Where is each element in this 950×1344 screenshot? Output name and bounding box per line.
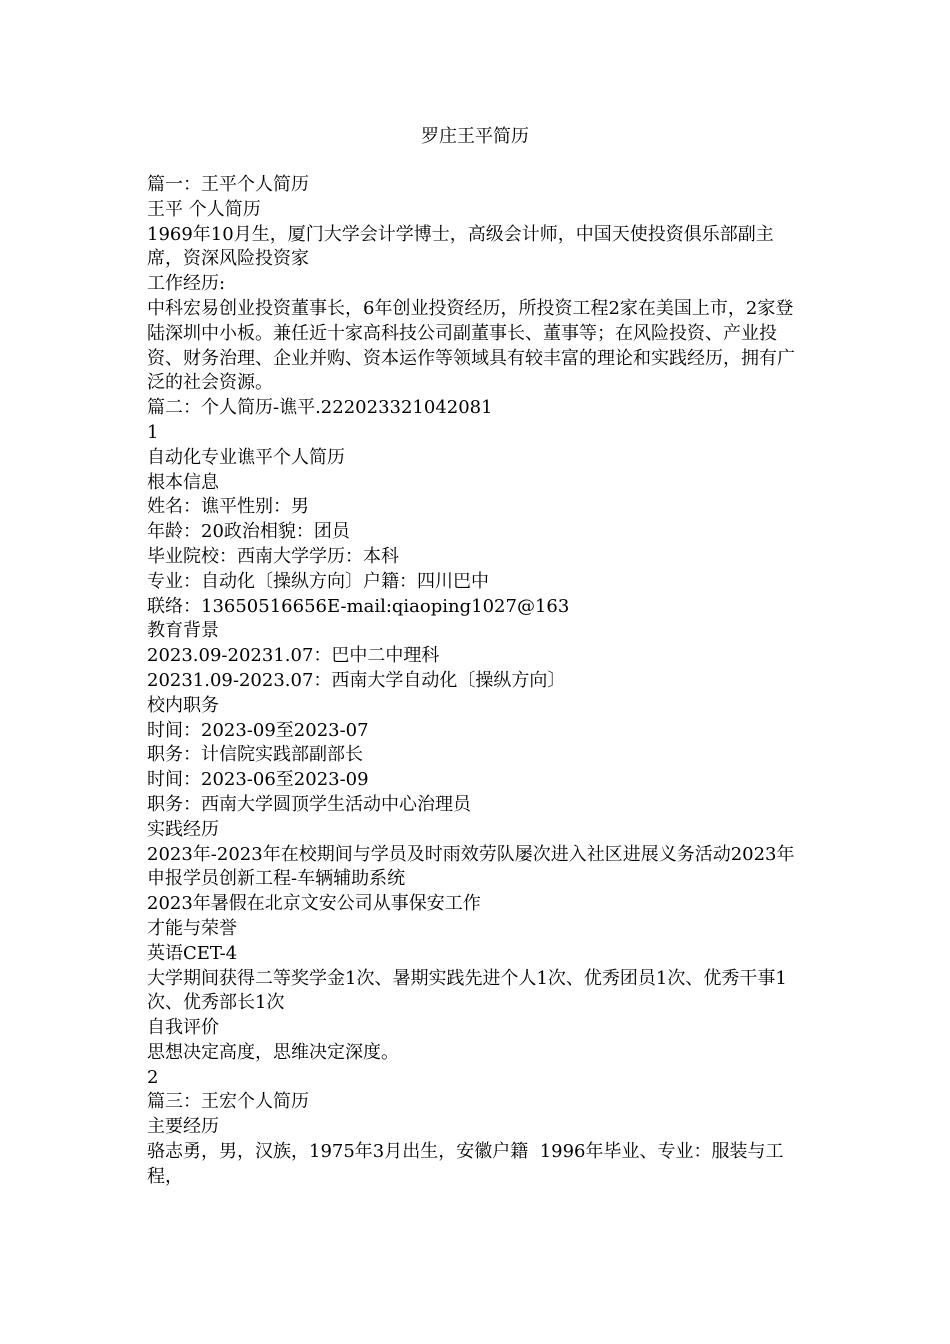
text-line: 20231.09-2023.07：西南大学自动化〔操纵方向〕 — [147, 669, 566, 691]
text-line: 职务：西南大学圆顶学生活动中心治理员 — [147, 793, 471, 815]
paragraph: 大学期间获得二等奖学金1次、暑期实践先进个人1次、优秀团员1次、优秀干事1次、优秀部长1次 — [147, 967, 787, 1014]
text-line: 2023年暑假在北京文安公司从事保安工作 — [147, 893, 481, 915]
text-line: 时间：2023-09至2023-07 — [147, 719, 369, 741]
section-heading: 篇二：个人简历-谯平.222023321042081 — [147, 397, 493, 419]
paragraph: 中科宏易创业投资董事长，6年创业投资经历，所投资工程2家在美国上市，2家登陆深圳中小板。兼任近十家高科技公司副董事长、董事等；在风险投资、产业投资、财务治理、企业并购、资本运作等领域具有较丰富的理论和实践经历，拥有广泛的社会资源。 — [147, 297, 795, 394]
document-body — [147, 173, 799, 1190]
text-line: 工作经历: — [147, 273, 226, 295]
text-line: 2023.09-20231.07：巴中二中理科 — [147, 645, 440, 667]
paragraph: 2023年-2023年在校期间与学员及时雨效劳队屡次进入社区进展义务活动2023年申报学员创新工程-车辆辅助系统 — [147, 843, 795, 890]
subheading: 校内职务 — [147, 694, 219, 716]
text-line: 思想决定高度，思维决定深度。 — [147, 1041, 399, 1063]
section-heading: 篇一：王平个人简历 — [147, 174, 309, 195]
subheading: 才能与荣誉 — [147, 917, 237, 939]
subheading: 自我评价 — [147, 1017, 219, 1039]
section-heading: 篇三：王宏个人简历 — [147, 1091, 309, 1113]
paragraph: 骆志勇，男，汉族，1975年3月出生，安徽户籍 1996年毕业、专业：服装与工程， — [147, 1141, 784, 1187]
subheading: 教育背景 — [147, 620, 219, 642]
text-line: 年龄：20政治相貌：团员 — [147, 521, 350, 543]
page-number: 2 — [147, 1066, 159, 1088]
text-line: 自动化专业谯平个人简历 — [147, 446, 345, 468]
document-title: 罗庄王平简历 — [421, 126, 529, 147]
text-line: 毕业院校：西南大学学历：本科 — [147, 545, 399, 567]
text-line: 英语CET-4 — [147, 942, 238, 964]
paragraph: 1969年10月生，厦门大学会计学博士，高级会计师，中国天使投资俱乐部副主席，资深风险投资家 — [147, 223, 774, 270]
text-line: 王平 个人简历 — [147, 198, 261, 220]
text-line: 专业：自动化〔操纵方向〕户籍：四川巴中 — [147, 570, 489, 592]
text-line: 时间：2023-06至2023-09 — [147, 769, 369, 791]
page-number: 1 — [147, 421, 159, 443]
subheading: 主要经历 — [147, 1116, 219, 1138]
text-line: 职务：计信院实践部副部长 — [147, 744, 363, 766]
subheading: 实践经历 — [147, 818, 219, 840]
subheading: 根本信息 — [147, 471, 219, 493]
text-line: 联络：13650516656E-mail:qiaoping1027@163 — [147, 595, 570, 617]
text-line: 姓名：谯平性别：男 — [147, 496, 309, 518]
